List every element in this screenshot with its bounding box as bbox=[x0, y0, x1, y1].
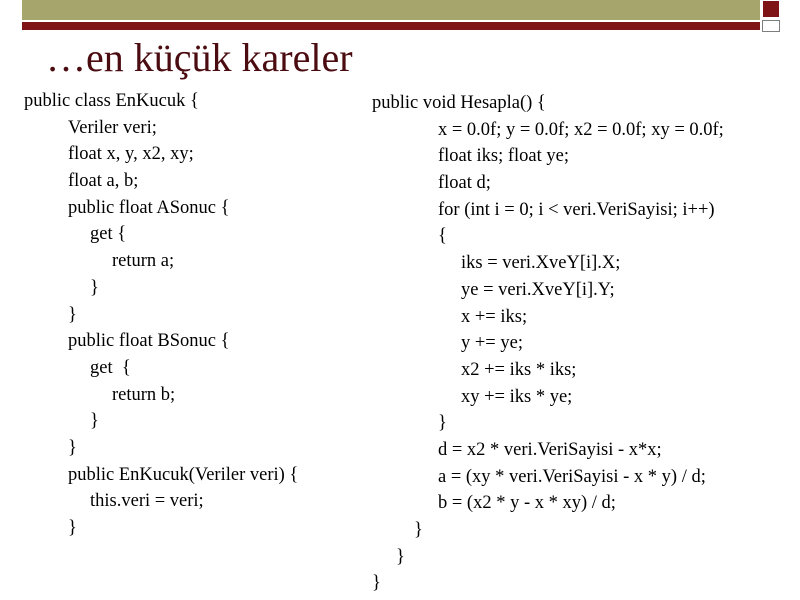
code-line: this.veri = veri; bbox=[90, 491, 204, 512]
code-line: } bbox=[414, 520, 423, 540]
code-line: } bbox=[90, 277, 99, 298]
code-line: y += ye; bbox=[461, 333, 523, 354]
code-line: d = x2 * veri.VeriSayisi - x*x; bbox=[438, 439, 662, 460]
code-line: } bbox=[372, 573, 381, 594]
code-line: } bbox=[90, 411, 99, 432]
code-line: for (int i = 0; i < veri.VeriSayisi; i++) bbox=[438, 199, 715, 220]
code-line: get { bbox=[90, 357, 131, 378]
code-line: float a, b; bbox=[68, 171, 139, 192]
code-line: ye = veri.XveY[i].Y; bbox=[461, 279, 615, 300]
code-line: } bbox=[68, 518, 77, 538]
code-line: } bbox=[68, 437, 77, 458]
code-line: x2 += iks * iks; bbox=[461, 359, 577, 380]
code-line: xy += iks * ye; bbox=[461, 386, 573, 407]
code-line: iks = veri.XveY[i].X; bbox=[461, 253, 621, 274]
code-line: float x, y, x2, xy; bbox=[68, 144, 194, 165]
header-stripe bbox=[22, 22, 760, 30]
code-line: a = (xy * veri.VeriSayisi - x * y) / d; bbox=[438, 466, 706, 487]
header-bar bbox=[22, 0, 760, 22]
code-line: float d; bbox=[438, 173, 491, 194]
code-line: } bbox=[68, 304, 77, 325]
code-line: } bbox=[438, 413, 447, 434]
code-line: public float ASonuc { bbox=[68, 197, 230, 218]
code-line: b = (x2 * y - x * xy) / d; bbox=[438, 493, 616, 514]
code-line: Veriler veri; bbox=[68, 117, 157, 138]
code-line: x += iks; bbox=[461, 306, 528, 327]
corner-decoration-lower bbox=[762, 20, 780, 32]
left-code-block bbox=[24, 88, 298, 542]
code-line: get { bbox=[90, 224, 127, 245]
code-line: } bbox=[396, 546, 405, 567]
code-line: return a; bbox=[112, 251, 175, 272]
code-line: { bbox=[438, 226, 447, 247]
slide-title: …en küçük kareler bbox=[46, 35, 353, 80]
corner-decoration bbox=[762, 0, 780, 18]
code-line: public float BSonuc { bbox=[68, 331, 230, 352]
code-line: public class EnKucuk { bbox=[24, 91, 199, 111]
code-line: x = 0.0f; y = 0.0f; x2 = 0.0f; xy = 0.0f; bbox=[438, 119, 724, 140]
code-line: public EnKucuk(Veriler veri) { bbox=[68, 464, 299, 485]
code-line: float iks; float ye; bbox=[438, 146, 570, 167]
code-line: public void Hesapla() { bbox=[372, 93, 546, 113]
code-line: return b; bbox=[112, 384, 176, 405]
right-code-block bbox=[372, 90, 724, 597]
